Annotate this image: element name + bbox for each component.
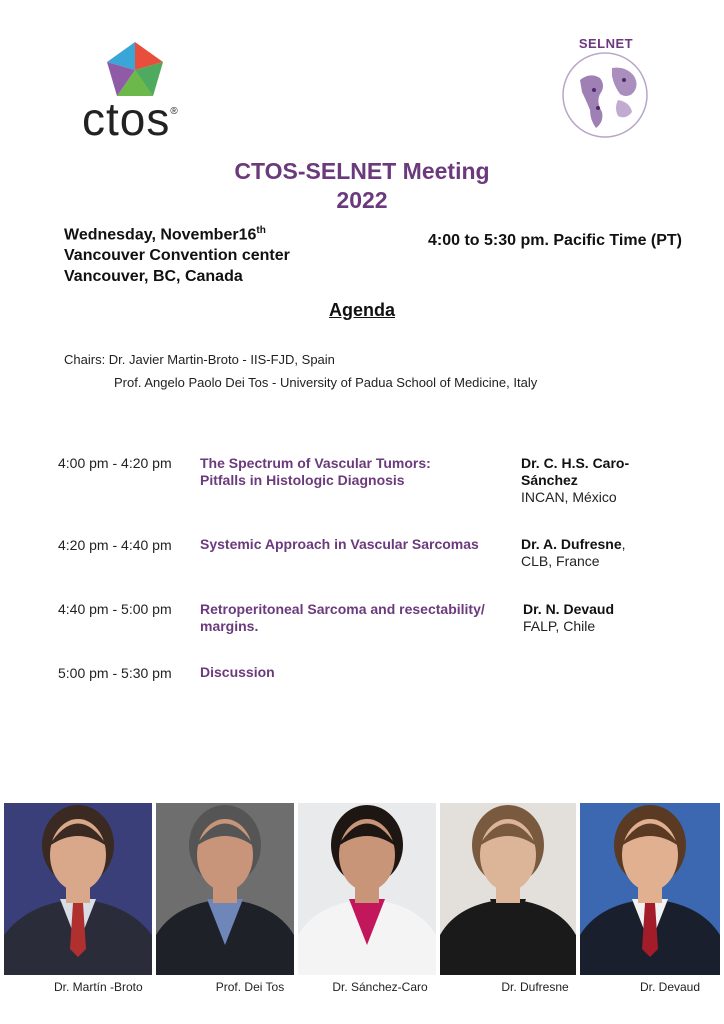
selnet-wordmark: SELNET	[578, 36, 634, 51]
speaker-affiliation: CLB, France	[521, 553, 600, 569]
slot-title: Systemic Approach in Vascular Sarcomas	[200, 536, 479, 552]
slot-speaker: Dr. C. H.S. Caro- Sánchez INCAN, México	[521, 455, 651, 506]
slot-speaker: Dr. N. Devaud FALP, Chile	[523, 601, 653, 635]
venue-city: Vancouver, BC, Canada	[64, 268, 243, 286]
title-line-1: CTOS-SELNET Meeting	[234, 158, 490, 184]
caption-devaud: Dr. Devaud	[639, 980, 701, 994]
photo-dufresne	[440, 803, 576, 975]
chairs-line-2: Prof. Angelo Paolo Dei Tos - University of Padua School of Medicine, Italy	[114, 375, 538, 390]
slot-title: Retroperitoneal Sarcoma and resectability/ margins.	[200, 601, 485, 634]
slot-title: The Spectrum of Vascular Tumors: Pitfalls in Histologic Diagnosis	[200, 455, 431, 488]
slot-time: 5:00 pm - 5:30 pm	[58, 665, 172, 681]
caption-dei-tos: Prof. Dei Tos	[215, 980, 285, 994]
slot-time: 4:00 pm - 4:20 pm	[58, 455, 172, 471]
photo-dei-tos	[156, 803, 294, 975]
agenda-heading: Agenda	[328, 300, 395, 320]
slot-time: 4:40 pm - 5:00 pm	[58, 601, 172, 617]
venue-block	[64, 220, 290, 287]
venue-place: Vancouver Convention center	[64, 247, 290, 265]
ctos-wordmark: ctos®	[82, 93, 179, 145]
meeting-date: Wednesday, November16th	[64, 225, 266, 244]
slot-title: Discussion	[200, 664, 275, 680]
photo-devaud	[580, 803, 720, 975]
ctos-pentagon-icon	[80, 40, 190, 100]
meeting-title	[0, 157, 724, 215]
slot-speaker: Dr. A. Dufresne, CLB, France	[521, 536, 651, 570]
caption-sanchez-caro: Dr. Sánchez-Caro	[332, 980, 428, 994]
selnet-globe-icon	[560, 50, 650, 140]
meeting-time: 4:00 to 5:30 pm. Pacific Time (PT)	[428, 232, 683, 249]
chairs-line-1: Chairs: Dr. Javier Martin-Broto - IIS-FJD, Spain	[64, 352, 335, 367]
caption-martin-broto: Dr. Martín -Broto	[54, 980, 143, 994]
speaker-affiliation: INCAN, México	[521, 489, 617, 505]
slot-time: 4:20 pm - 4:40 pm	[58, 537, 172, 553]
photo-sanchez-caro	[298, 803, 436, 975]
title-line-2: 2022	[336, 187, 388, 213]
speaker-affiliation: FALP, Chile	[523, 618, 596, 634]
caption-dufresne: Dr. Dufresne	[501, 980, 569, 994]
photo-martin-broto	[4, 803, 152, 975]
